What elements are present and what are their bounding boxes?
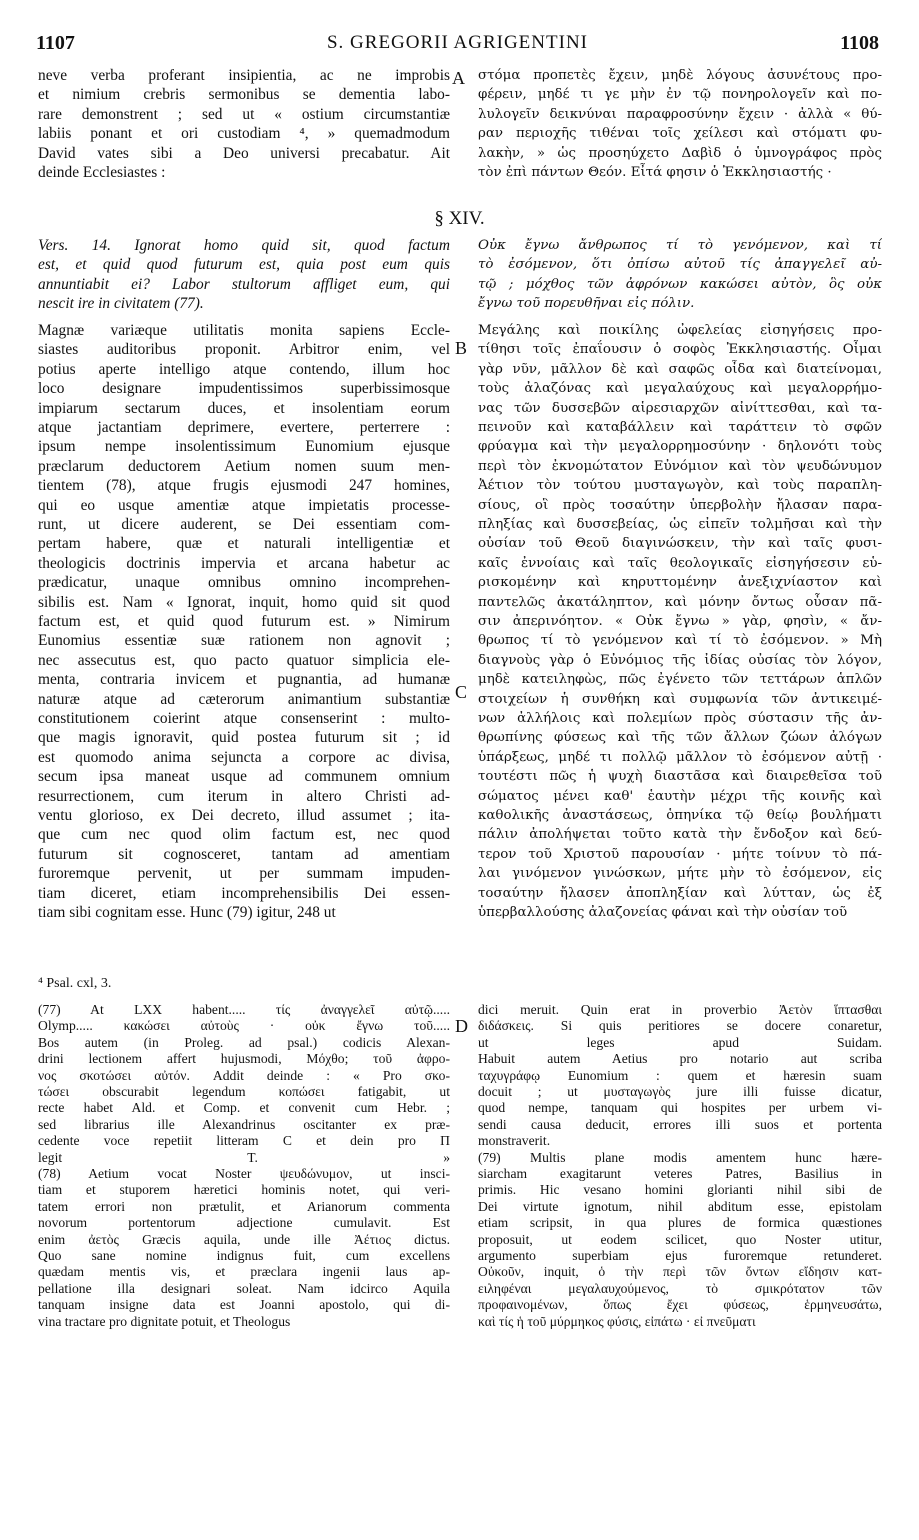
text-line: Magnæ variæque utilitatis monita sapiens Eccle-: [38, 322, 450, 339]
right-column-top: [478, 66, 882, 182]
text-line: prædicatur, unaque omnibus omnino incomprehen-: [38, 574, 450, 592]
text-line: ipsum nempe insolentissimum Eunomium ejusque: [38, 438, 450, 456]
right-notes: [478, 1002, 882, 1332]
margin-marker-b: B: [455, 338, 468, 358]
text-line: que cum nec quod olim factum est, nec quod: [38, 826, 450, 844]
text-line: Olymp..... κακώσει αὐτοὺς · οὐκ ἔγνω τοῦ.....: [38, 1018, 450, 1034]
text-line: προφαινομένων, ὅπως ἔχει φύσεως, ἑρμηνευσάτω,: [478, 1297, 882, 1313]
text-line: σώματος μένει καθ' ἑαυτὴν μέχρι τῆς κοινῆς καὶ: [478, 788, 882, 804]
text-line: Dei virtute ignotum, nihil abditum esse, epistolam: [478, 1198, 882, 1214]
text-line: sibilis est. Nam « Ignorat, inquit, homo quid sit quod: [38, 593, 450, 611]
text-line: est quomodo anima sejuncta a corpore ac divisa,: [38, 748, 450, 766]
text-line: φέρειν, μηδέ τι γε μὴν ἐν τῷ πονηρολογεῖν καὶ πο-: [478, 87, 882, 103]
text-line: λαι γινόμενον γινώσκων, μήτε μὴν τὸ ἐσόμενον, εἰς: [478, 866, 882, 882]
text-line: pertam habere, quæ et naturali intelligentiæ et: [38, 535, 450, 553]
text-line: que magis ignoravit, quid postea futurum sit ; id: [38, 729, 450, 747]
text-line: παντελῶς ἀκατάληπτον, καὶ μόνην ὄντως οὖσαν πᾶ-: [478, 594, 882, 610]
text-line: ραν περιοχῆς τιθέναι τοῖς χείλεσι καὶ στόματι φυ-: [478, 126, 882, 142]
text-line: impiarum sectarum duces, et insolentiam eorum: [38, 399, 450, 417]
text-line: theologicis doctrinis impervia et arcana habetur ac: [38, 554, 450, 572]
text-line: tiam sibi cognitam esse. Hunc (79) igitur, 248 ut: [38, 904, 336, 921]
text-line: deinde Ecclesiastes :: [38, 164, 166, 181]
text-line: τερον τοῦ Χριστοῦ παρουσίαν · μήτε τοίνυν τὸ πά-: [478, 846, 882, 862]
text-line: tanquam insigne data est Joanni apostolo, qui di-: [38, 1297, 450, 1313]
footnote-psal: ⁴ Psal. cxl, 3.: [38, 976, 112, 991]
text-line: ρισκομένην καὶ κηρυττομένην ἀνεξιχνίαστον καὶ: [478, 575, 882, 591]
text-line: potius aperte intelligo atque contendo, illum hoc: [38, 360, 450, 378]
text-line: ταχυγράφῳ Eunomium : quem et hæresin suam: [478, 1067, 882, 1083]
text-line: David vates sibi a Deo universi precabatur. Ait: [38, 144, 450, 162]
text-line: οὐσίαν τοῦ Θεοῦ διαγινώσκειν, τὴν καὶ ταῖς φυσι-: [478, 536, 882, 552]
text-line: neve verba proferant insipientia, ac ne improbis: [38, 67, 450, 84]
text-line: sendi causa deducit, errores illi suos et portenta: [478, 1116, 882, 1132]
text-line: νος σκοτώσει αὐτόν. Addit deinde : « Pro σκο-: [38, 1067, 450, 1083]
left-main-text: [38, 321, 450, 921]
text-line: τώσει obscurabit legendum κοπώσει fatigabit, ut: [38, 1084, 450, 1099]
text-line: siarcham exagitarunt veteres Patres, Basilius in: [478, 1166, 882, 1181]
text-line: (79) Multis plane modis amentem hunc hære-: [478, 1149, 882, 1165]
text-line: enim ἀετὸς Græcis aquila, unde ille Ἀέτιος dictus.: [38, 1231, 450, 1247]
text-line: θρωπίνης φύσεως καὶ τῆς τῶν ἄλλων ζώων ἀλόγων: [478, 730, 882, 746]
text-line: τὸν ἐπὶ πάντων Θεόν. Εἶτά φησιν ὁ Ἐκκλησιαστής ·: [478, 165, 832, 180]
text-line: περὶ τὸν ἐκνομώτατον Εὐνόμιον καὶ τὸν ψευδώνυμον: [478, 458, 882, 474]
text-line: φρύαγμα καὶ τὴν μεγαλορρημοσύνην · δηλονότι τοὺς: [478, 439, 882, 455]
text-line: ὑπερβαλλούσης ἀλαζονείας φάναι καὶ τὴν οὐσίαν τοῦ: [478, 905, 848, 920]
text-line: et nimium crebris sermonibus se dementia labo-: [38, 86, 450, 104]
text-line: (77) At LXX habent..... τίς ἀναγγελεῖ αὐτῷ.....: [38, 1002, 450, 1017]
text-line: πάλιν ἀπολήψεται τοῦτο κατὰ τὴν ἔνδοξον καὶ δεύ-: [478, 827, 882, 843]
text-line: menta, contraria invicem et pugnantia, ad humanæ: [38, 671, 450, 689]
text-line: Vers. 14. Ignorat homo quid sit, quod factum: [38, 237, 450, 254]
left-notes: [38, 1002, 450, 1332]
text-line: factum est, et quid quod futurum est. » Nimirum: [38, 613, 450, 630]
text-line: τοσαύτην ἤλασεν ἀποπληξίαν καὶ λύτταν, ὡς ἐξ: [478, 885, 882, 901]
text-line: annuntiabit ei? Labor stultorum affliget eum, qui: [38, 275, 450, 293]
text-line: λακὴν, » ὡς προσηύχετο Δαβὶδ ὁ ὑμνογράφος πρὸς: [478, 145, 882, 161]
text-line: primis. Hic vesano homini glorianti nihil sibi de: [478, 1182, 882, 1198]
page-number-left: 1107: [36, 32, 75, 54]
text-line: ἔγνω τοῦ πορευθῆναι εἰς πόλιν.: [478, 296, 695, 312]
section-heading: § XIV.: [434, 208, 485, 229]
text-line: argumento superbiam ejus furoremque retunderet.: [478, 1248, 882, 1263]
text-line: pellatione illa designari soleat. Nam idcirco Aquila: [38, 1280, 450, 1296]
text-line: ὑπάρξεως, μηδέ τι πολλῷ μᾶλλον τὸ ἐσόμενον αὐτῇ ·: [478, 749, 882, 765]
text-line: sed librarius ille Alexandrinus oscitanter ex præ-: [38, 1116, 450, 1132]
text-line: vina tractare pro dignitate potuit, et Theologus: [38, 1313, 291, 1329]
text-line: (78) Aetium vocat Noster ψευδώνυμον, ut insci-: [38, 1166, 450, 1181]
running-header: [36, 32, 879, 58]
text-line: nec assecutus est, quo pacto quatuor simplicia ele-: [38, 651, 450, 669]
text-line: docuit ; ut μυσταγωγὸς jure illi fuisse dicatur,: [478, 1084, 882, 1099]
text-line: διαγνοὺς γὰρ ὁ Εὐνόμιος τῆς ἰδίας οὐσίας τὸν λόγον,: [478, 652, 882, 668]
text-line: runt, ut dicere auderent, se Dei essentiam com-: [38, 516, 450, 533]
text-line: futurum sit cognosceret, tantam ad amentiam: [38, 845, 450, 863]
text-line: ventu glorioso, ex Dei decreto, illud assumet ; ita-: [38, 807, 450, 824]
text-line: rare demonstrent ; sed ut « ostium circumstantiæ: [38, 105, 450, 123]
text-line: γὰρ νῦν, μᾶλλον δὲ καὶ σαφῶς οἶδα καὶ διατείνομαι,: [478, 361, 882, 377]
text-line: tientem (78), atque frugis ejusmodi 247 homines,: [38, 477, 450, 495]
text-line: Μεγάλης καὶ ποικίλης ὠφελείας εἰσηγήσεις προ-: [478, 323, 882, 338]
text-line: στοιχείων ἡ συνθήκη καὶ συμφωνία τῶν ἀντικειμέ-: [478, 691, 882, 707]
left-verse: [38, 236, 450, 316]
text-line: νας τῶν δυσσεβῶν αἱρεσιαρχῶν αἰνίττεσθαι, καὶ τα-: [478, 400, 882, 416]
text-line: monstraverit.: [478, 1133, 551, 1149]
text-line: constitutionem coierint atque consenserint : multo-: [38, 710, 450, 727]
text-line: πεινοῦν καὶ καταβάλλειν καὶ ταράττειν τὸ σφῶν: [478, 420, 882, 435]
text-line: etiam scripsit, in qua plures de formica quæstiones: [478, 1215, 882, 1231]
text-line: naturæ atque ad cæterorum animantium substantiæ: [38, 690, 450, 708]
text-line: στόμα προπετὲς ἔχειν, μηδὲ λόγους ἀσυνέτους προ-: [478, 68, 882, 83]
text-line: resurrectionem, cum iterum in altero Christi ad-: [38, 787, 450, 805]
text-line: Habuit autem Aetius pro notario aut scriba: [478, 1051, 882, 1067]
text-line: θρωπος τί τὸ γενόμενον καὶ τί τὸ ἐσόμενον. » Μὴ: [478, 633, 882, 649]
text-line: τὸ ἐσόμενον, ὅτι ὀπίσω αὐτοῦ τίς ἀπαγγελεῖ αὐ-: [478, 257, 882, 273]
text-line: μηδὲ κατειληφὼς, πῶς ἐγένετο τῶν τεττάρων ἁπλῶν: [478, 672, 882, 688]
text-line: dici meruit. Quin erat in proverbio Ἀετὸν ἵπτασθαι: [478, 1002, 882, 1017]
text-line: legit T. »: [38, 1149, 450, 1165]
text-line: tatem errori non prætulit, et Arianorum commenta: [38, 1198, 450, 1214]
text-line: furoremque pervenit, ut per summam impuden-: [38, 865, 450, 883]
text-line: atque jactantiam deprimere, evertere, perterrere :: [38, 419, 450, 436]
text-line: cedente voce repetiit litteram C et dein pro Π: [38, 1133, 450, 1149]
text-line: πληξίας καὶ δυσσεβείας, ὡς εἰπεῖν τολμῆσαι καὶ τὴν: [478, 517, 882, 532]
text-line: qui eo usque amentiæ atque impietatis processe-: [38, 496, 450, 514]
text-line: καῖς ἐννοίαις καὶ ταῖς θεολογικαῖς εἰσηγήσεσιν εὑ-: [478, 555, 882, 571]
text-line: τίθησι τοῖς ἐπαΐουσιν ὁ σοφὸς Ἐκκλησιαστής. Οἶμαι: [478, 342, 882, 358]
text-line: secum ipsa maneat usque ad communem omnium: [38, 768, 450, 786]
text-line: quod nempe, tanquam qui hospites per urbem vi-: [478, 1100, 882, 1116]
running-title: S. GREGORII AGRIGENTINI: [326, 32, 588, 53]
text-line: τοὺς ἀλαζόνας καὶ μεγαλαύχους καὶ μεγαλορρήμο-: [478, 381, 882, 397]
text-line: recte habet Ald. et Comp. et convenit cum Hebr. ;: [38, 1100, 450, 1116]
text-line: loco designare impudentissimos superbissimosque: [38, 380, 450, 398]
text-line: labiis ponant et ori custodiam ⁴, » quemadmodum: [38, 125, 450, 143]
text-line: Quo sane nomine indignus fuit, cum excellens: [38, 1248, 450, 1263]
text-line: τουτέστι πῶς ἡ ψυχὴ διαστᾶσα καὶ διαιρεθεῖσα τοῦ: [478, 769, 882, 785]
margin-marker-c: C: [455, 682, 468, 702]
right-verse: [478, 236, 882, 316]
text-line: Οὐκ ἔγνω ἄνθρωπος τί τὸ γενόμενον, καὶ τί: [478, 238, 882, 253]
text-line: καθολικῆς ἀναστάσεως, ὁπηνίκα τῷ θείῳ βουλήματι: [478, 808, 882, 823]
left-column-top: [38, 66, 450, 182]
text-line: ειληφέναι μεγαλαυχούμενος, τὸ σμικρότατον τῶν: [478, 1280, 882, 1296]
text-line: siastes auditoribus proponit. Arbitror enim, vel: [38, 341, 450, 359]
text-line: λυλογεῖν δεικνύναι παραφροσύνην ἔχειν · ἀλλὰ « θύ-: [478, 106, 882, 122]
text-line: σίους, οἳ πρὸς τοσαύτην ὑπερβολὴν ἤλασαν παρα-: [478, 497, 882, 513]
text-line: ut leges apud Suidam.: [478, 1034, 882, 1050]
text-line: τῷ ; μόχθος τῶν ἀφρόνων κακώσει αὐτὸν, ὃς οὐκ: [478, 276, 882, 292]
text-line: Eunomius essentiæ suæ rationem non agnovit ;: [38, 632, 450, 650]
text-line: præclarum deductorem Aetium nomen suum men-: [38, 457, 450, 475]
text-line: drini lectionem affert hujusmodi, Μόχθο; τοῦ ἀφρο-: [38, 1051, 450, 1067]
text-line: tiam et stuporem hæretici hominis notet, qui veri-: [38, 1182, 450, 1198]
text-line: novorum portentorum adjectione cumulavit. Est: [38, 1215, 450, 1231]
page-number-right: 1108: [840, 32, 879, 54]
text-line: Bos autem (in Proleg. ad psal.) codicis Alexan-: [38, 1034, 450, 1050]
text-line: καὶ τίς ἡ τοῦ μύρμηκος φύσις, εἰπάτω · εἰ πνεῦματι: [478, 1313, 756, 1329]
text-line: Ἀέτιον τὸν τούτου μυσταγωγὸν, καὶ τοὺς παραπλη-: [478, 478, 882, 494]
text-line: tiam diceret, etiam incomprehensibilis Dei essen-: [38, 884, 450, 902]
text-line: σιν ἀπερινόητον. « Οὐκ ἔγνω » γὰρ, φησὶν, « ἄν-: [478, 614, 882, 629]
text-line: Οὐκοῦν, inquit, ὁ τὴν περὶ τῶν ὄντων εἴδησιν κατ-: [478, 1264, 882, 1280]
text-line: quædam mentis vis, et præclara ingenii laus ap-: [38, 1264, 450, 1280]
right-main-text: [478, 321, 882, 921]
text-line: proposuit, ut eodem scilicet, quo Noster utitur,: [478, 1231, 882, 1247]
margin-marker-d: D: [455, 1016, 468, 1036]
text-line: νων ἀλλήλοις καὶ πολεμίων πρὸς σύστασιν τῆς ἀν-: [478, 711, 882, 726]
text-line: διδάσκεις. Si quis peritiores se docere conaretur,: [478, 1018, 882, 1034]
margin-marker-a: A: [452, 68, 465, 88]
text-line: nescit ire in civitatem (77).: [38, 295, 204, 313]
text-line: est, et quid quod futurum est, quia post eum quis: [38, 256, 450, 274]
